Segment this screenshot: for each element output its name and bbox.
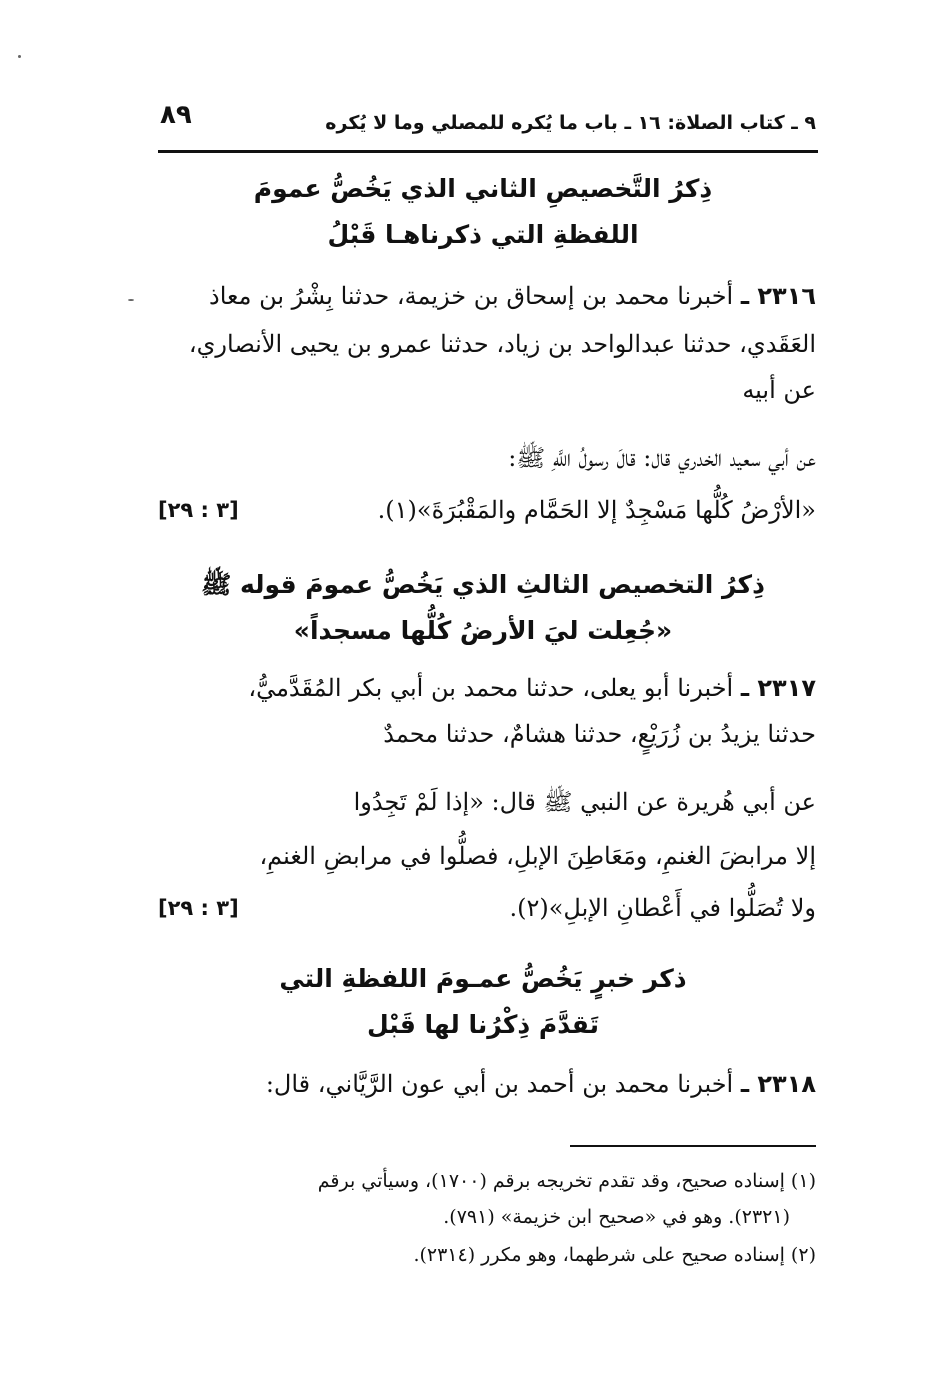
isnad-text: أخبرنا محمد بن إسحاق بن خزيمة، حدثنا بِشْرُ بن معاذ [209,282,734,310]
footnote-line: (٢) إسناده صحيح على شرطهما، وهو مكرر (٢٣١٤). [413,1244,816,1266]
heading-line: تَقدَّمَ ذِكْرُنا لها قَبْل [366,1010,600,1039]
reference-marker: [٣ : ٢٩] [158,896,239,920]
section-heading [150,956,816,1048]
heading-line: ذِكرُ التَّخصيصِ الثاني الذي يَخُصُّ عمومَ [253,174,713,203]
heading-line: اللفظةِ التي ذكرناهـا قَبْلُ [327,220,639,249]
reference-marker: [٣ : ٢٩] [158,498,239,522]
isnad-line: العَقَدي، حدثنا عبدالواحد بن زياد، حدثنا عمرو بن يحيى الأنصاري، [188,330,816,358]
footnote-line: (٢٣٢١). وهو في «صحيح ابن خزيمة» (٧٩١). [443,1206,790,1228]
matn-line: إلا مرابضَ الغنمِ، ومَعَاطِنَ الإبلِ، فصلُّوا في مرابضِ الغنمِ، [259,842,816,870]
margin-speck [128,299,134,301]
running-title: ٩ ـ كتاب الصلاة: ١٦ ـ باب ما يُكره للمصلي وما لا يُكره [325,112,816,134]
footnote-line: (١) إسناده صحيح، وقد تقدم تخريجه برقم (١٧٠٠)، وسيأتي برقم [317,1170,816,1192]
matn-line: «الأرْضُ كُلُّها مَسْجِدٌ إلا الحَمَّام والمَقْبُرَةَ»(١). [377,496,816,524]
section-heading [150,562,816,654]
heading-line: ذِكرُ التخصيص الثالثِ الذي يَخُصُّ عمومَ قوله ﷺ [201,570,765,599]
section-heading [150,166,816,258]
margin-speck [18,55,21,58]
heading-line: «جُعِلت ليَ الأرضُ كُلُّها مسجداً» [293,616,673,645]
hadith-number: ٢٣١٦ ـ [740,282,816,310]
isnad-line: عن أبيه [742,376,816,404]
footnote-rule [570,1145,816,1147]
hadith-number: ٢٣١٧ ـ [740,674,816,702]
hadith-number: ٢٣١٨ ـ [740,1070,816,1098]
isnad-line [150,270,816,322]
isnad-line [150,1058,816,1110]
isnad-text: أخبرنا محمد بن أحمد بن أبي عون الرَّيَّاني، قال: [265,1070,734,1098]
matn-line: عن أبي هُريرة عن النبي ﷺ قال: «إذا لَمْ تَجِدُوا [353,788,816,816]
header-rule [158,150,818,153]
isnad-line: حدثنا يزيدُ بن زُرَيْعٍ، حدثنا هشامٌ، حدثنا محمدٌ [383,720,816,748]
matn-line: عن أبي سعيد الخدري قال: قالَ رسولُ اللَّهِ ﷺ: [508,444,816,472]
page-number: ٨٩ [160,100,192,130]
heading-line: ذكر خبرٍ يَخُصُّ عمـومَ اللفظةِ التي [279,964,687,993]
matn-line: ولا تُصَلُّوا في أَعْطانِ الإبلِ»(٢). [509,894,816,922]
isnad-line [150,662,816,714]
isnad-text: أخبرنا أبو يعلى، حدثنا محمد بن أبي بكر المُقَدَّميُّ، [248,674,734,702]
